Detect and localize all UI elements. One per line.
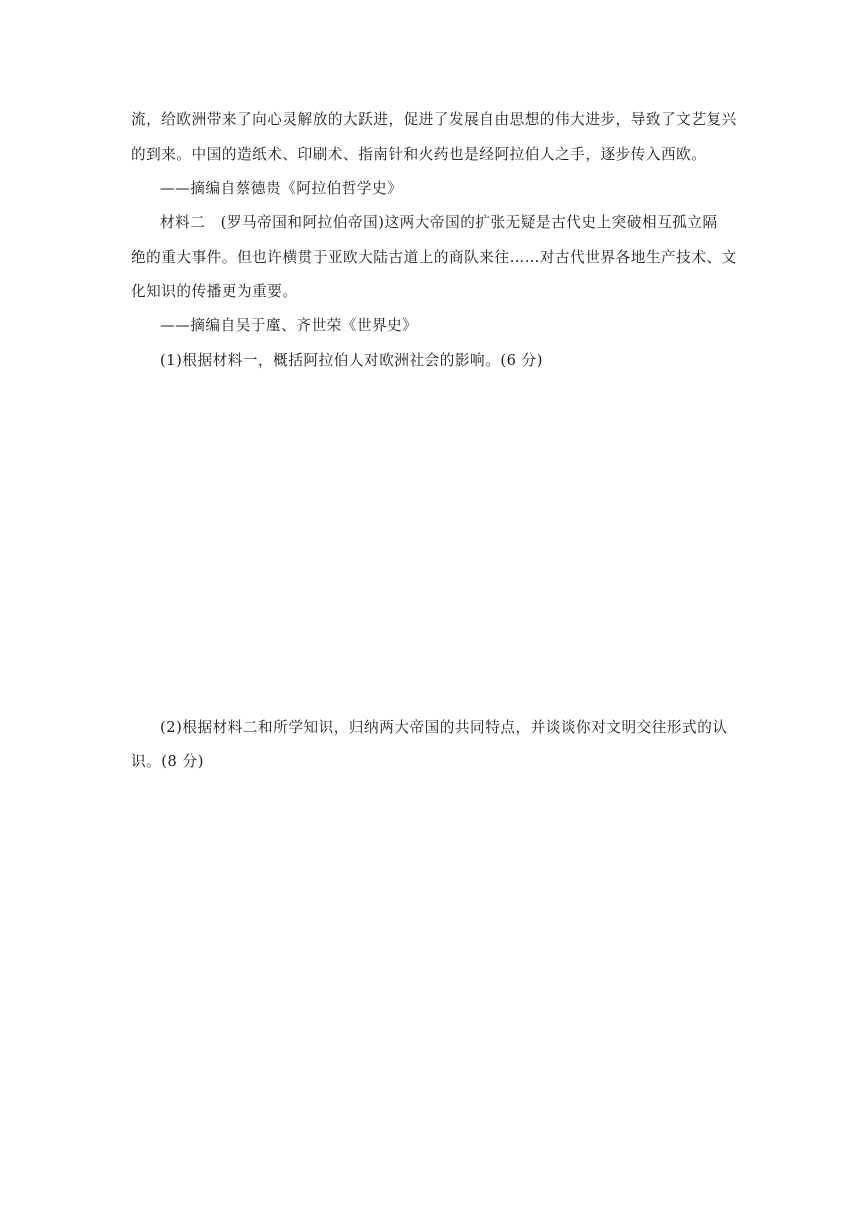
material-two-line-2: 绝的重大事件。但也许横贯于亚欧大陆古道上的商队来往……对古代世界各地生产技术、文 <box>131 249 737 266</box>
question-1: (1)根据材料一，概括阿拉伯人对欧洲社会的影响。(6 分) <box>160 352 543 369</box>
material-one-line-1: 流，给欧洲带来了向心灵解放的大跃进，促进了发展自由思想的伟大进步，导致了文艺复兴 <box>131 111 737 128</box>
material-two-line-1: 材料二 (罗马帝国和阿拉伯帝国)这两大帝国的扩张无疑是古代史上突破相互孤立隔 <box>160 214 718 231</box>
material-two-source: ——摘编自吴于廑、齐世荣《世界史》 <box>160 317 418 334</box>
material-one-source: ——摘编自蔡德贵《阿拉伯哲学史》 <box>160 180 403 197</box>
material-one-line-2: 的到来。中国的造纸术、印刷术、指南针和火药也是经阿拉伯人之手，逐步传入西欧。 <box>131 146 707 163</box>
question-2-line-2: 识。(8 分) <box>131 753 204 770</box>
material-two-line-3: 化知识的传播更为重要。 <box>131 283 298 300</box>
question-2-line-1: (2)根据材料二和所学知识，归纳两大帝国的共同特点，并谈谈你对文明交往形式的认 <box>160 719 728 736</box>
